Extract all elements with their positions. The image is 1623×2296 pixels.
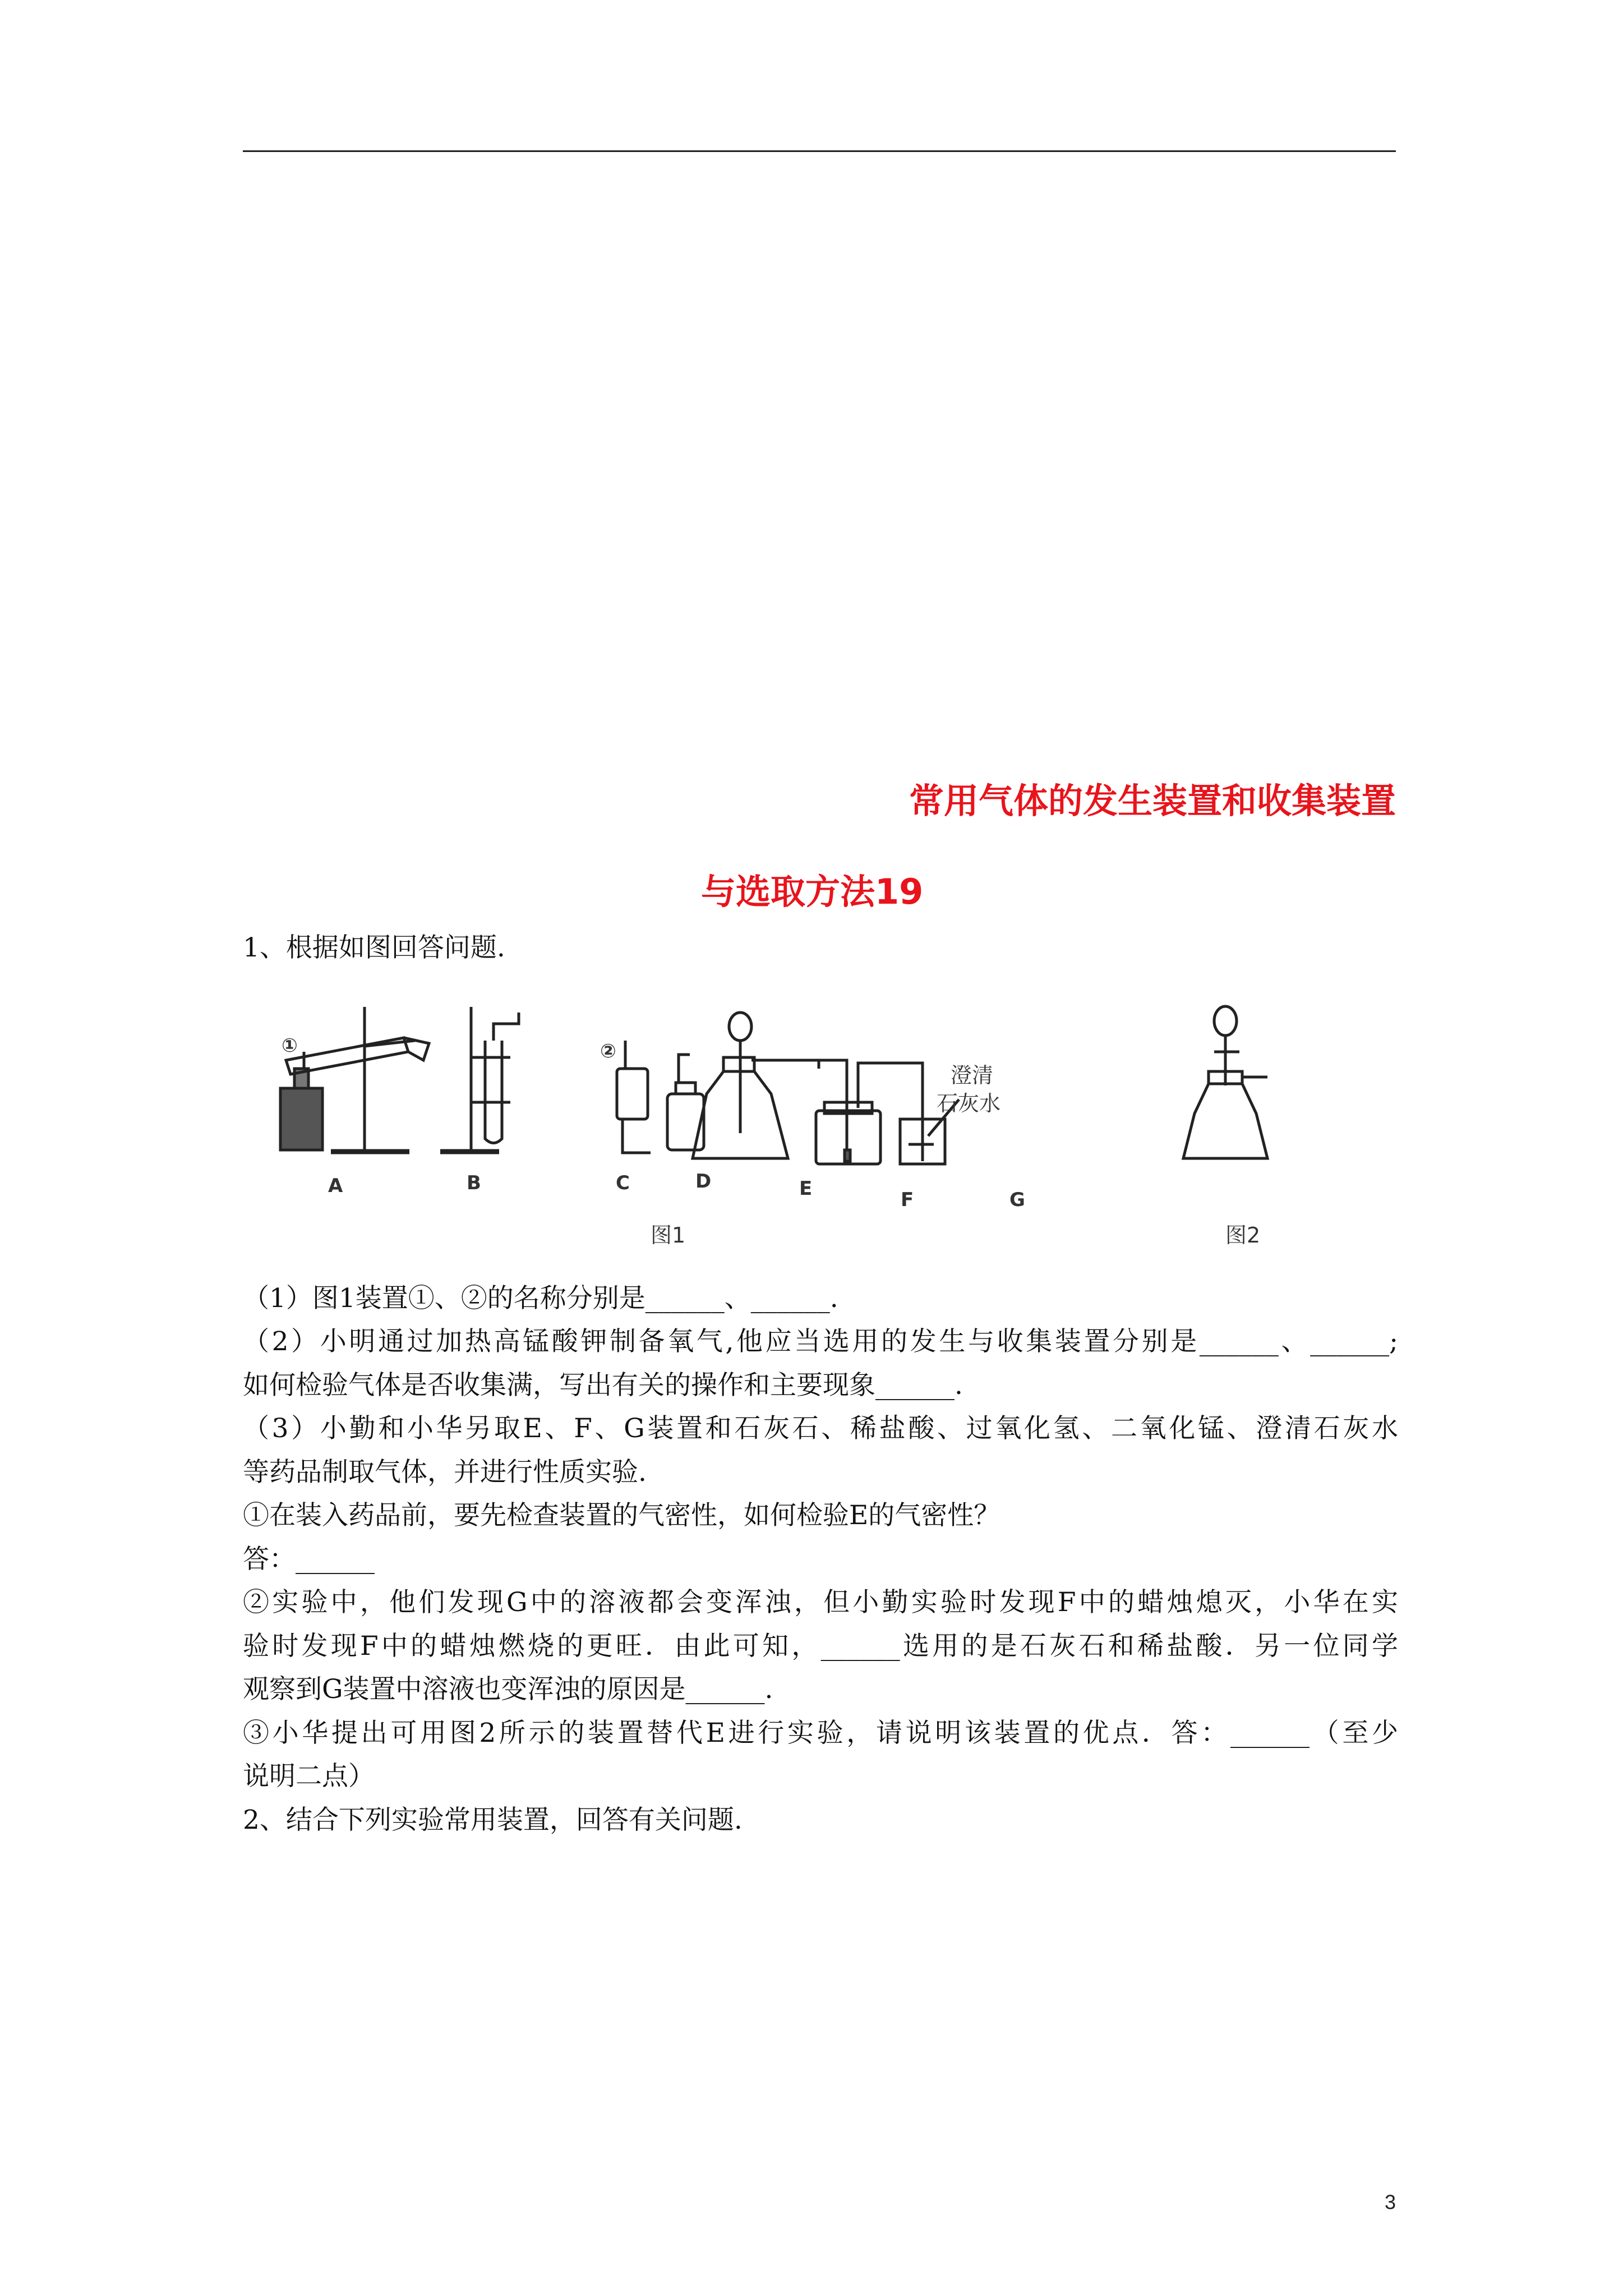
figure-2-apparatus	[1183, 1006, 1267, 1158]
apparatus-diagram	[264, 996, 1329, 1262]
annotation-line-1: 澄清	[951, 1063, 994, 1088]
apparatus-b	[440, 1007, 519, 1152]
title-line-2: 与选取方法19	[701, 871, 924, 912]
caption-figure-2: 图2	[1225, 1223, 1261, 1248]
q1-line-11: ③小华提出可用图2所示的装置替代E进行实验，请说明该装置的优点．答：______（至少	[243, 1718, 1398, 1749]
q1-line-1: （1）图1装置①、②的名称分别是______、______.	[243, 1283, 838, 1314]
q1-line-4: （3）小勤和小华另取E、F、G装置和石灰石、稀盐酸、过氧化氢、二氧化锰、澄清石灰水	[243, 1413, 1398, 1444]
circle-label-2: ②	[600, 1040, 616, 1062]
caption-figure-1: 图1	[651, 1223, 686, 1248]
q1-line-9: 验时发现F中的蜡烛燃烧的更旺．由此可知，______选用的是石灰石和稀盐酸．另一位同学	[243, 1631, 1398, 1662]
label-d: D	[695, 1170, 712, 1193]
q1-line-2: （2）小明通过加热高锰酸钾制备氧气,他应当选用的发生与收集装置分别是______、______;	[243, 1326, 1398, 1357]
label-g: G	[1009, 1189, 1025, 1211]
label-f: F	[901, 1189, 914, 1211]
q1-line-8: ②实验中，他们发现G中的溶液都会变浑浊，但小勤实验时发现F中的蜡烛熄灭，小华在实	[243, 1587, 1398, 1618]
question-1-stem: 1、根据如图回答问题.	[243, 932, 505, 963]
label-e: E	[799, 1177, 813, 1200]
label-b: B	[467, 1172, 481, 1194]
page-number: 3	[1384, 2191, 1396, 2214]
question-2-stem: 2、结合下列实验常用装置，回答有关问题.	[243, 1805, 743, 1835]
apparatus-f	[816, 1060, 923, 1164]
q1-line-6: ①在装入药品前，要先检查装置的气密性，如何检验E的气密性？	[243, 1500, 1000, 1531]
q1-line-7: 答：______	[243, 1544, 375, 1575]
annotation-line-2: 石灰水	[937, 1091, 1001, 1116]
apparatus-figure	[264, 996, 1329, 1262]
apparatus-c	[617, 1041, 651, 1153]
apparatus-e	[693, 1013, 819, 1158]
q1-line-3: 如何检验气体是否收集满，写出有关的操作和主要现象______.	[243, 1370, 963, 1401]
q1-line-10: 观察到G装置中溶液也变浑浊的原因是______.	[243, 1674, 773, 1705]
title-line-1: 常用气体的发生装置和收集装置	[909, 780, 1396, 821]
apparatus-a	[280, 1007, 429, 1152]
label-a: A	[328, 1175, 343, 1197]
label-c: C	[616, 1172, 630, 1194]
q1-line-5: 等药品制取气体，并进行性质实验.	[243, 1457, 647, 1488]
q1-line-12: 说明二点）	[243, 1761, 375, 1792]
header-rule	[243, 150, 1396, 152]
circle-label-1: ①	[282, 1034, 298, 1057]
